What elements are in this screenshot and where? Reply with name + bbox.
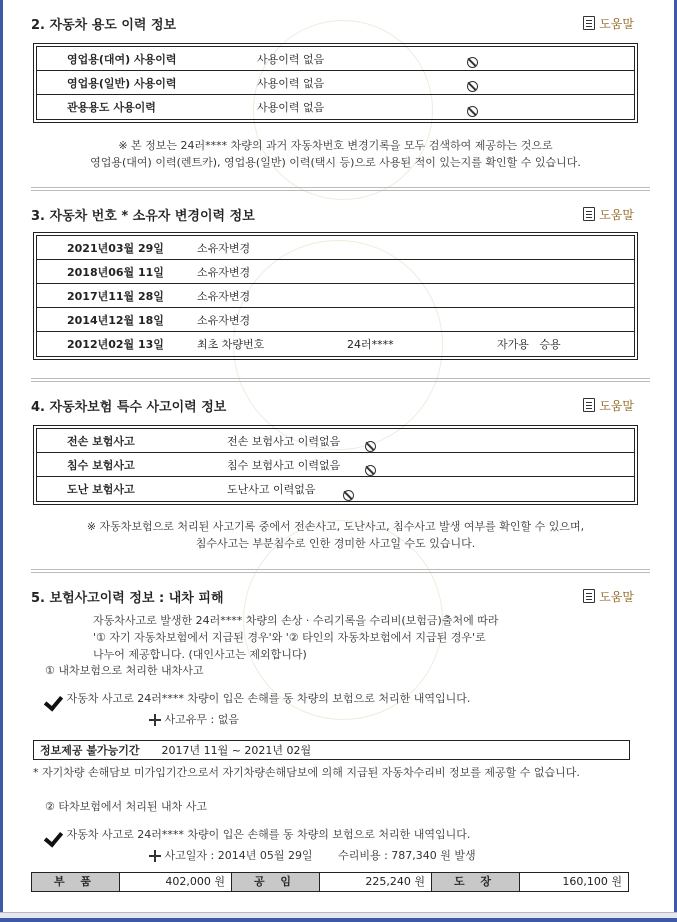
note-line: 침수사고는 부분침수로 인한 경미한 사고일 수도 있습니다. — [195, 537, 476, 550]
row-label: 관용용도 사용이력 — [67, 101, 156, 114]
usage-history-table — [33, 43, 638, 123]
none-icon — [467, 106, 478, 117]
help-button[interactable] — [583, 588, 634, 605]
row-label: 전손 보험사고 — [67, 434, 135, 448]
note-line: ※ 자동차보험으로 처리된 사고기록 중에서 전손사고, 도난사고, 침수사고 발생 여부를 확인할 수 있으며, — [86, 520, 585, 533]
intro-paragraph — [93, 612, 633, 663]
row-event: 소유자변경 — [197, 289, 251, 303]
usage-note — [33, 137, 638, 171]
document-icon — [583, 207, 595, 221]
cost-label: 도 장 — [432, 873, 520, 891]
window-bottom-bar — [0, 912, 677, 922]
row-date: 2021년03월 29일 — [67, 241, 164, 255]
repair-cost-table — [31, 872, 629, 892]
none-icon — [365, 465, 376, 476]
help-button[interactable] — [583, 15, 634, 32]
row-label: 영업용(일반) 사용이력 — [67, 76, 177, 90]
section-divider — [31, 378, 650, 382]
sub1-result-text: 사고유무 : 없음 — [164, 713, 239, 726]
none-icon — [467, 57, 478, 68]
row-value: 도난사고 이력없음 — [227, 483, 316, 496]
help-button[interactable] — [583, 397, 634, 414]
row-label: 도난 보험사고 — [67, 483, 135, 496]
section-title: 4. 자동차보험 특수 사고이력 정보 — [31, 399, 227, 415]
special-accident-table — [33, 425, 638, 505]
section-title: 5. 보험사고이력 정보 : 내차 피해 — [31, 590, 224, 606]
table-row — [37, 71, 634, 95]
table-row — [37, 477, 634, 501]
table-row — [37, 332, 634, 356]
row-event: 최초 차량번호 — [197, 338, 265, 351]
document-icon — [583, 16, 595, 30]
table-row — [37, 260, 634, 284]
sub2-desc-text: 자동차 사고로 24러**** 차량이 입은 손해를 동 차량의 보험으로 처리한 내역입니다. — [66, 828, 471, 841]
cost-value: 402,000 원 — [120, 873, 232, 891]
help-label: 도움말 — [599, 589, 634, 604]
row-event: 소유자변경 — [197, 241, 251, 255]
row-usage: 자가용 승용 — [497, 338, 561, 351]
move-cross-icon — [149, 714, 161, 726]
check-icon — [45, 692, 63, 706]
cost-value: 160,100 원 — [562, 875, 622, 888]
table-row — [37, 95, 634, 119]
check-icon — [45, 828, 63, 842]
special-accident-note — [33, 518, 638, 552]
sub2-date: 사고일자 : 2014년 05월 29일 — [164, 849, 313, 862]
row-label: 영업용(대여) 사용이력 — [67, 52, 177, 66]
none-icon — [343, 490, 354, 501]
unavailable-period-box — [33, 740, 630, 760]
intro-line: '① 자기 자동차보험에서 지급된 경우'와 '② 타인의 자동차보험에서 지급된 경우'로 — [93, 631, 486, 644]
section-divider — [31, 187, 650, 191]
table-row — [37, 284, 634, 308]
table-row — [37, 429, 634, 453]
row-value: 침수 보험사고 이력없음 — [227, 458, 341, 472]
period-value: 2017년 11월 ~ 2021년 02월 — [161, 744, 312, 757]
row-date: 2012년02월 13일 — [67, 338, 164, 351]
table-row — [37, 236, 634, 260]
note-line: 영업용(대여) 이력(렌트카), 영업용(일반) 이력(택시 등)으로 사용된 적이 있는지를 확인할 수 있습니다. — [90, 156, 581, 169]
row-date: 2018년06월 11일 — [67, 265, 164, 279]
help-label: 도움말 — [599, 207, 634, 222]
sub1-result — [149, 711, 239, 728]
section-title: 2. 자동차 용도 이력 정보 — [31, 17, 177, 33]
document-icon — [583, 398, 595, 412]
sub2-title: ② 타차보험에서 처리된 내차 사고 — [45, 800, 207, 813]
sub2-cost: 수리비용 : 787,340 원 발생 — [338, 849, 476, 862]
section-divider — [31, 569, 650, 573]
owner-history-table — [33, 232, 638, 360]
section-own-damage — [31, 585, 634, 607]
note-line: ※ 본 정보는 24러**** 차량의 과거 자동차번호 변경기록을 모두 검색하여 제공하는 것으로 — [118, 139, 553, 152]
help-button[interactable] — [583, 206, 634, 223]
none-icon — [365, 441, 376, 452]
row-event: 소유자변경 — [197, 313, 251, 327]
row-event: 소유자변경 — [197, 265, 251, 279]
none-icon — [467, 81, 478, 92]
intro-line: 자동차사고로 발생한 24러**** 차량의 손상 · 수리기록을 수리비(보험금)출처에 따라 — [93, 614, 499, 627]
help-label: 도움말 — [599, 16, 634, 31]
cost-label: 공 임 — [232, 873, 320, 891]
row-date: 2017년11월 28일 — [67, 289, 164, 303]
section-title: 3. 자동차 번호 * 소유자 변경이력 정보 — [31, 208, 255, 224]
cost-value: 225,240 원 — [320, 873, 432, 891]
table-row — [37, 308, 634, 332]
table-row — [37, 47, 634, 71]
row-date: 2014년12월 18일 — [67, 313, 164, 327]
table-row — [37, 453, 634, 477]
section-number-owner-history — [31, 203, 634, 225]
period-note: * 자기차량 손해담보 미가입기간으로서 자기차량손해담보에 의해 지급된 자동차수리비 정보를 제공할 수 없습니다. — [33, 766, 580, 779]
row-value: 사용이력 없음 — [257, 52, 325, 66]
sub1-description — [45, 690, 470, 707]
intro-line: 나누어 제공합니다. (대인사고는 제외합니다) — [93, 648, 307, 661]
help-label: 도움말 — [599, 398, 634, 413]
move-cross-icon — [149, 850, 161, 862]
row-label: 침수 보험사고 — [67, 458, 135, 472]
document-icon — [583, 589, 595, 603]
sub1-title: ① 내차보험으로 처리한 내차사고 — [45, 664, 204, 677]
row-value: 사용이력 없음 — [257, 101, 325, 114]
period-label: 정보제공 불가능기간 — [40, 744, 140, 757]
section-special-accident — [31, 394, 634, 416]
sub2-description — [45, 826, 470, 843]
row-value: 전손 보험사고 이력없음 — [227, 434, 341, 448]
section-usage-history — [31, 12, 634, 34]
row-value: 사용이력 없음 — [257, 76, 325, 90]
cost-label: 부 품 — [32, 873, 120, 891]
sub1-desc-text: 자동차 사고로 24러**** 차량이 입은 손해를 동 차량의 보험으로 처리한 내역입니다. — [66, 692, 471, 705]
row-number: 24러**** — [347, 338, 394, 351]
sub2-details — [149, 847, 476, 864]
